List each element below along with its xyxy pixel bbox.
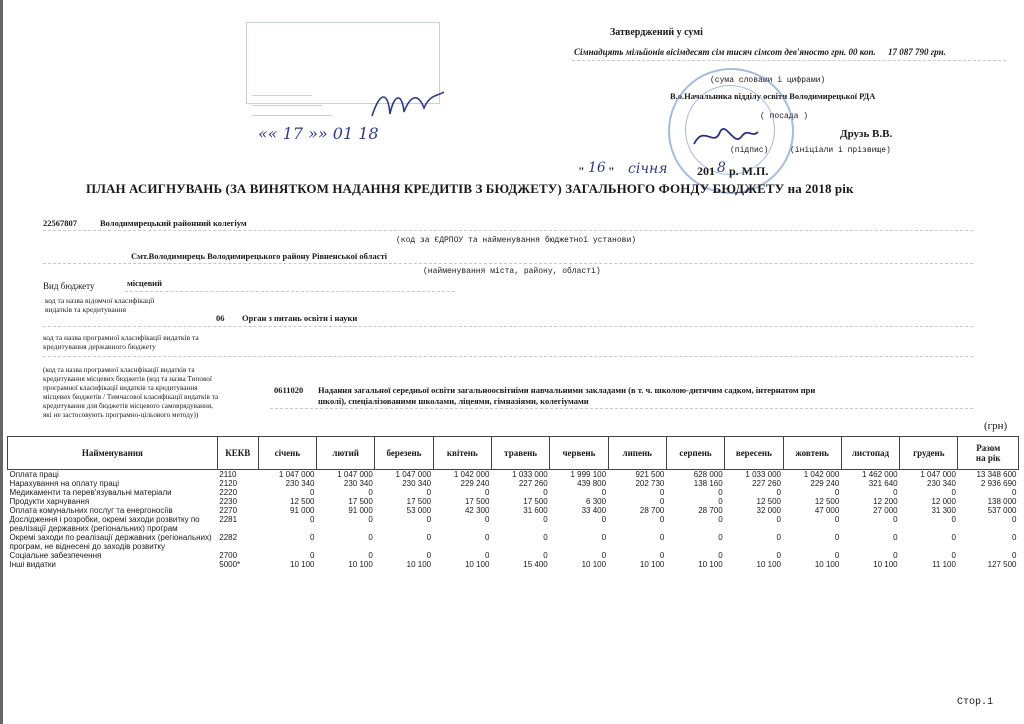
approval-title: Затверджений у сумі <box>610 27 703 38</box>
cell: 0 <box>718 515 723 524</box>
position-caption: ( посада ) <box>760 112 809 121</box>
stamp-date-handwritten: «« 17 »» 01 18 <box>258 124 379 143</box>
cell: 0 <box>951 551 956 560</box>
date-year-prefix: 201 <box>697 164 715 178</box>
cell: 17 500 <box>348 497 373 506</box>
allocation-table <box>7 436 1019 569</box>
approval-amount-words: Сімнадцять мільйонів вісімдесят сім тисяч сімсот дев'яносто грн. 00 коп. <box>574 47 876 57</box>
col-header-month: травень <box>491 437 549 470</box>
cell: 0 <box>543 533 548 542</box>
cell: 321 640 <box>868 479 898 488</box>
cell: 0 <box>893 515 898 524</box>
row-code: 2282 <box>219 533 238 542</box>
col-header-month: грудень <box>900 437 958 470</box>
approval-signature-icon <box>690 118 760 154</box>
cell: 10 100 <box>290 560 315 569</box>
row-name: Дослідження і розробки, окремі заходи розвитку по реалізації державних (регіональних) програм <box>9 515 200 533</box>
row-code: 2120 <box>219 479 238 488</box>
institution-code: 22567807 <box>43 218 77 228</box>
cell: 1 047 000 <box>337 470 373 479</box>
signer-name: Друзь В.В. <box>840 128 893 140</box>
col-header-month: лютий <box>317 437 375 470</box>
table-row <box>8 497 1019 506</box>
local-program-caption-line: (код та назва програмної класифікації видатків та <box>43 366 195 374</box>
col-header-month: березень <box>375 437 433 470</box>
cell: 0 <box>368 551 373 560</box>
cell-total: 2 936 690 <box>980 479 1017 488</box>
budget-type-value: місцевий <box>127 278 162 288</box>
local-program-name-2: школі), спеціалізованими школами, ліцеями, гімназіями, колегіумами <box>318 396 589 406</box>
signature-caption: (підпис) <box>730 146 769 155</box>
table-row <box>8 479 1019 488</box>
cell: 12 000 <box>931 497 956 506</box>
cell: 0 <box>776 515 781 524</box>
cell: 230 340 <box>343 479 373 488</box>
cell: 1 999 100 <box>570 470 607 479</box>
local-program-name-1: Надання загальної середньої освіти загальноосвітніми навчальними закладами (в т. ч. школою-дитячим садком, інтернатом при <box>318 385 816 395</box>
cell: 0 <box>543 488 548 497</box>
row-code: 2110 <box>219 470 237 479</box>
dept-class-underline <box>43 326 973 327</box>
cell: 31 300 <box>931 506 956 515</box>
cell: 227 260 <box>518 479 548 488</box>
page-title: ПЛАН АСИГНУВАНЬ (ЗА ВИНЯТКОМ НАДАННЯ КРЕДИТІВ З БЮДЖЕТУ) ЗАГАЛЬНОГО ФОНДУ БЮДЖЕТУ на 2018 рік <box>86 181 854 196</box>
cell: 1 033 000 <box>745 470 781 479</box>
row-name: Оплата праці <box>9 470 59 479</box>
cell-total: 0 <box>1012 551 1017 560</box>
local-program-caption-line: які не застосовують програмно-цільового методу)) <box>43 411 199 419</box>
col-header-total-line1: Разом <box>976 443 1001 453</box>
table-row <box>8 470 1019 480</box>
cell: 1 033 000 <box>512 470 548 479</box>
local-program-caption-line: програмної класифікації видатків та кредитування <box>43 384 198 392</box>
local-program-caption-line: місцевих бюджетів / Тимчасової класифікації видатків та <box>43 393 219 401</box>
col-header-month: січень <box>258 437 316 470</box>
cell: 12 500 <box>756 497 781 506</box>
col-header-month: вересень <box>725 437 783 470</box>
cell: 229 240 <box>810 479 840 488</box>
table-row <box>8 560 1019 569</box>
cell: 42 300 <box>464 506 490 515</box>
cell: 0 <box>834 533 840 542</box>
stamp-line <box>252 115 332 116</box>
cell: 0 <box>718 497 723 506</box>
cell: 0 <box>543 551 548 560</box>
cell: 0 <box>310 551 315 560</box>
program-class-underline <box>43 356 973 357</box>
dept-class-caption-2: видатків та кредитування <box>45 305 127 314</box>
cell: 28 700 <box>698 506 723 515</box>
cell: 0 <box>426 551 432 560</box>
cell: 0 <box>776 533 781 542</box>
local-program-underline <box>270 408 973 409</box>
cell: 0 <box>310 515 315 524</box>
cell: 0 <box>426 488 432 497</box>
date-tail: р. М.П. <box>729 164 769 178</box>
amount-underline <box>572 60 1006 61</box>
cell: 0 <box>718 488 723 497</box>
cell: 10 100 <box>756 560 781 569</box>
cell: 1 047 000 <box>920 470 956 479</box>
cell: 47 000 <box>814 506 840 515</box>
date-close-quote: " <box>608 164 615 178</box>
cell: 0 <box>484 515 490 524</box>
cell: 91 000 <box>348 506 373 515</box>
cell: 0 <box>426 515 432 524</box>
cell: 0 <box>659 533 665 542</box>
cell: 0 <box>659 488 665 497</box>
col-header-month: червень <box>550 437 608 470</box>
budget-type-underline <box>125 291 455 292</box>
local-program-code: 0611020 <box>274 385 304 395</box>
col-header-name: Найменування <box>8 437 218 470</box>
dept-class-code: 06 <box>216 313 225 323</box>
cell: 227 260 <box>752 479 781 488</box>
cell: 0 <box>426 533 432 542</box>
cell: 1 047 000 <box>278 470 315 479</box>
cell: 0 <box>484 488 490 497</box>
cell: 230 340 <box>927 479 956 488</box>
cell-total: 0 <box>1012 533 1017 542</box>
col-header-month: листопад <box>841 437 899 470</box>
cell: 12 500 <box>290 497 315 506</box>
institution-name: Володимирецький районний колегіум <box>100 218 247 228</box>
col-header-total-line2: на рік <box>975 453 1001 463</box>
approval-position: В.о.Начальника відділу освіти Володимирецької РДА <box>670 91 876 101</box>
cell: 91 000 <box>290 506 315 515</box>
cell-total: 13 348 600 <box>976 470 1017 479</box>
cell-total: 138 000 <box>987 497 1017 506</box>
col-header-kekv: КЕКВ <box>217 437 258 470</box>
col-header-total <box>958 437 1019 470</box>
cell: 0 <box>484 551 490 560</box>
cell: 0 <box>601 515 607 524</box>
location-name: Смт.Володимирець Володимирецького району Рівненської області <box>131 251 388 261</box>
cell: 138 160 <box>693 479 723 488</box>
cell: 0 <box>776 551 781 560</box>
cell: 10 100 <box>639 560 665 569</box>
row-code: 2281 <box>219 515 238 524</box>
cell: 230 340 <box>285 479 315 488</box>
row-name: Соціальне забезпечення <box>9 551 102 560</box>
cell: 0 <box>659 551 665 560</box>
cell: 10 100 <box>814 560 840 569</box>
cell: 11 100 <box>932 560 956 569</box>
row-code: 2230 <box>219 497 238 506</box>
cell: 0 <box>718 551 723 560</box>
cell: 0 <box>834 551 840 560</box>
cell: 33 400 <box>581 506 607 515</box>
cell: 1 047 000 <box>395 470 432 479</box>
cell: 28 700 <box>639 506 665 515</box>
unit-label: (грн) <box>984 420 1008 432</box>
row-name: Нарахування на оплату праці <box>9 479 120 488</box>
cell: 17 500 <box>406 497 432 506</box>
scan-edge <box>0 0 3 724</box>
row-name: Окремі заходи по реалізації державних (регіональних) програм, не віднесені до заходів розвитку <box>9 533 212 551</box>
cell: 53 000 <box>406 506 432 515</box>
approval-amount-number: 17 087 790 грн. <box>888 47 946 57</box>
cell-total: 537 000 <box>987 506 1017 515</box>
cell: 0 <box>659 515 665 524</box>
program-class-caption-1: код та назва програмної класифікації видатків та <box>43 333 199 342</box>
cell: 0 <box>310 488 315 497</box>
location-underline <box>43 263 973 264</box>
cell: 0 <box>718 533 723 542</box>
cell: 10 100 <box>698 560 723 569</box>
row-name: Інші видатки <box>9 560 56 569</box>
cell: 0 <box>310 533 315 542</box>
cell: 31 600 <box>523 506 548 515</box>
cell: 0 <box>951 533 956 542</box>
cell: 0 <box>776 488 781 497</box>
cell: 0 <box>368 515 373 524</box>
table-row <box>8 515 1019 533</box>
cell: 0 <box>543 515 548 524</box>
cell: 32 000 <box>756 506 781 515</box>
cell: 1 462 000 <box>862 470 898 479</box>
cell: 0 <box>893 488 898 497</box>
col-header-month: жовтень <box>783 437 841 470</box>
cell: 230 340 <box>402 479 432 488</box>
cell: 6 300 <box>586 497 607 506</box>
row-name: Оплата комунальних послуг та енергоносіїв <box>9 506 173 515</box>
cell: 10 100 <box>581 560 607 569</box>
stamp-signature-icon <box>368 86 448 126</box>
stamp-line <box>252 95 312 96</box>
budget-type-label: Вид бюджету <box>43 281 95 291</box>
row-code: 5000* <box>219 560 241 569</box>
cell: 628 000 <box>693 470 723 479</box>
local-program-caption-line: кредитування місцевих бюджетів (код та назва Типової <box>43 375 212 383</box>
cell: 0 <box>951 488 956 497</box>
cell: 0 <box>484 533 490 542</box>
cell: 1 042 000 <box>803 470 840 479</box>
cell: 10 100 <box>348 560 373 569</box>
page-number: Стор.1 <box>957 697 994 708</box>
cell: 15 400 <box>523 560 548 569</box>
cell: 229 240 <box>460 479 490 488</box>
row-code: 2700 <box>219 551 238 560</box>
location-caption: (найменування міста, району, області) <box>423 267 601 276</box>
cell: 12 500 <box>814 497 840 506</box>
cell: 0 <box>893 551 898 560</box>
cell: 921 500 <box>635 470 665 479</box>
dept-class-caption-1: код та назва відомчої класифікації <box>45 296 155 305</box>
cell: 0 <box>834 488 840 497</box>
date-day: 16 <box>588 160 606 176</box>
date-year-suffix: 8 <box>717 160 726 176</box>
cell: 12 200 <box>873 497 898 506</box>
program-class-caption-2: кредитування державного бюджету <box>43 342 156 351</box>
cell: 202 730 <box>635 479 665 488</box>
local-program-caption-line: кредитування для бюджетів місцевого самоврядування, <box>43 402 213 410</box>
institution-caption: (код за ЄДРПОУ та найменування бюджетної установи) <box>396 236 637 245</box>
date-open-quote: " <box>578 164 585 178</box>
row-code: 2270 <box>219 506 238 515</box>
cell: 10 100 <box>406 560 432 569</box>
table-row <box>8 506 1019 515</box>
cell: 0 <box>834 515 840 524</box>
institution-underline <box>43 230 973 231</box>
cell: 17 500 <box>523 497 548 506</box>
table-row <box>8 533 1019 551</box>
row-code: 2220 <box>219 488 238 497</box>
dept-class-name: Орган з питань освіти і науки <box>242 313 358 323</box>
cell-total: 0 <box>1012 488 1017 497</box>
stamp-line <box>252 105 322 106</box>
cell: 1 042 000 <box>453 470 490 479</box>
cell: 10 100 <box>873 560 898 569</box>
cell: 0 <box>601 533 607 542</box>
cell: 0 <box>893 533 898 542</box>
cell: 0 <box>368 488 373 497</box>
cell: 439 800 <box>577 479 607 488</box>
col-header-month: квітень <box>433 437 491 470</box>
cell-total: 0 <box>1012 515 1017 524</box>
cell: 0 <box>368 533 373 542</box>
cell: 0 <box>951 515 956 524</box>
table-row <box>8 488 1019 497</box>
cell: 0 <box>601 488 607 497</box>
row-name: Медикаменти та перев'язувальні матеріали <box>9 488 172 497</box>
col-header-month: липень <box>608 437 666 470</box>
row-name: Продукти харчування <box>9 497 90 506</box>
cell-total: 127 500 <box>987 560 1017 569</box>
cell: 10 100 <box>464 560 490 569</box>
table-header-row <box>8 437 1019 470</box>
cell: 17 500 <box>464 497 490 506</box>
initials-caption: (ініціали і прізвище) <box>790 146 891 155</box>
col-header-month: серпень <box>666 437 724 470</box>
date-month: січня <box>628 161 668 177</box>
table-row <box>8 551 1019 560</box>
local-program-caption <box>43 366 218 420</box>
cell: 0 <box>659 497 665 506</box>
cell: 0 <box>601 551 607 560</box>
cell: 27 000 <box>873 506 898 515</box>
amount-caption: (сума словами і цифрами) <box>710 76 826 85</box>
